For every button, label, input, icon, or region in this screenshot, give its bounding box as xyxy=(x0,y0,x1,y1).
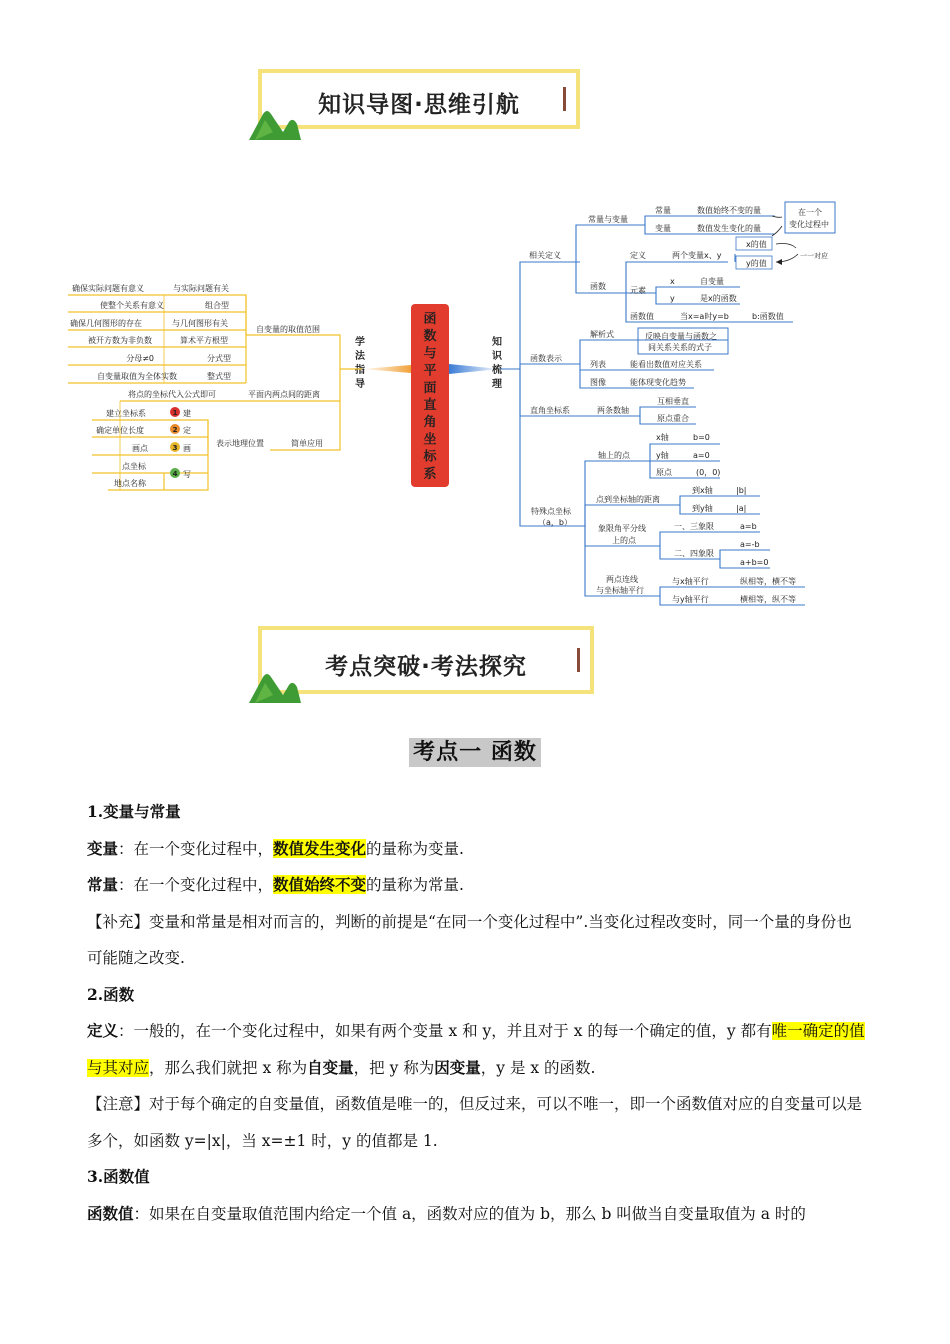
right-branch-char: 知 xyxy=(492,337,502,348)
heading-3: 3.函数值 xyxy=(87,1167,150,1186)
mm-text: a=b xyxy=(740,522,757,531)
mm-text: 与坐标轴平行 xyxy=(596,586,644,595)
mm-text: 纵相等，横不等 xyxy=(740,577,796,586)
mm-text: 能体现变化趋势 xyxy=(630,378,686,387)
mm-text: 算术平方根型 xyxy=(180,336,228,345)
heading-1: 1.变量与常量 xyxy=(87,802,181,821)
mm-text: 定 xyxy=(183,426,191,435)
mm-text: b:函数值 xyxy=(752,312,784,321)
mm-text: 写 xyxy=(183,470,191,479)
mm-text: 简单应用 xyxy=(291,439,323,448)
center-char: 面 xyxy=(423,380,437,396)
mm-text: 直角坐标系 xyxy=(530,406,570,415)
mm-text: 画点 xyxy=(132,444,148,453)
mm-text: 与实际问题有关 xyxy=(173,284,229,293)
right-branch-char: 梳 xyxy=(492,365,502,376)
left-branch-char: 法 xyxy=(355,351,365,362)
mm-text: 自变量 xyxy=(700,277,724,286)
supplement: 【补充】变量和常量是相对而言的，判断的前提是“在同一个变化过程中”.当变化过程改变时，同一个量的身份也可能随之改变. xyxy=(87,912,852,967)
mm-text: 自变量的取值范围 xyxy=(256,325,320,334)
mm-text: （a，b） xyxy=(538,518,572,527)
mm-text: x的值 xyxy=(746,240,767,249)
center-char: 标 xyxy=(423,449,437,465)
mm-text: 地点名称 xyxy=(114,479,146,488)
note: 【注意】对于每个确定的自变量值，函数值是唯一的，但反过来，可以不唯一，即一个函数值对应的自变量可以是多个，如函数 y=|x|，当 x=±1 时，y 的值都是 1. xyxy=(87,1095,863,1150)
mid-banner-title: 考点突破·考法探究 xyxy=(325,654,527,680)
center-char: 函 xyxy=(423,312,437,327)
hills-icon xyxy=(249,671,301,703)
mm-text: 建立坐标系 xyxy=(106,409,146,418)
mm-text: 确保几何图形的存在 xyxy=(70,319,142,328)
mm-text: 互相垂直 xyxy=(657,397,689,406)
mm-text: b=0 xyxy=(693,433,710,442)
mm-text: 变量 xyxy=(655,224,671,233)
mm-text: 画 xyxy=(183,444,191,453)
mm-text: 当x=a时y=b xyxy=(680,312,729,321)
mm-text: 使整个关系有意义 xyxy=(100,301,164,310)
mm-text: a=0 xyxy=(693,451,710,460)
banner-mark xyxy=(563,87,566,111)
mm-text: 相关定义 xyxy=(529,251,561,260)
center-char: 坐 xyxy=(423,432,437,448)
mm-text: 两条数轴 xyxy=(597,406,629,415)
mind-map xyxy=(60,198,850,610)
right-branch-char: 理 xyxy=(492,379,502,390)
step-number: 2 xyxy=(172,426,178,434)
mm-text: 将点的坐标代入公式即可 xyxy=(128,390,216,399)
mm-text: y轴 xyxy=(656,451,669,460)
mm-text: 元素 xyxy=(630,286,646,295)
mm-text: 被开方数为非负数 xyxy=(88,336,152,345)
mm-text: y xyxy=(670,294,675,303)
mm-text: |b| xyxy=(736,486,747,495)
mm-text: 变化过程中 xyxy=(789,220,829,229)
heading-2: 2.函数 xyxy=(87,984,135,1004)
mm-text: 两个变量x、y xyxy=(672,251,722,260)
mm-text: 组合型 xyxy=(205,301,229,310)
right-branch-char: 识 xyxy=(492,351,502,362)
function-value-def: 函数值：如果在自变量取值范围内给定一个值 a，函数对应的值为 b，那么 b 叫做当自变量取值为 a 时的 xyxy=(87,1203,806,1223)
mm-text: 与y轴平行 xyxy=(672,595,709,604)
mm-text: 平面内两点间的距离 xyxy=(248,390,320,399)
left-branch-char: 导 xyxy=(355,379,365,390)
mm-text: 在一个 xyxy=(798,208,822,217)
section-title-text: 考点一 函数 xyxy=(409,738,541,767)
mm-text: 到x轴 xyxy=(692,486,713,495)
center-char: 角 xyxy=(423,415,437,431)
mm-text: 常量 xyxy=(655,206,671,215)
mm-text: 一、三象限 xyxy=(674,522,714,531)
mm-text: 图像 xyxy=(590,378,606,387)
mm-text: 原点重合 xyxy=(657,414,689,423)
mm-text: 点坐标 xyxy=(122,462,146,471)
left-branch-char: 学 xyxy=(355,337,365,348)
mm-text: 反映自变量与函数之 xyxy=(645,332,717,341)
function-def: 定义：一般的，在一个变化过程中，如果有两个变量 x 和 y，并且对于 x 的每一个确定的值，y 都有唯一确定的值与其对应，那么我们就把 x 称为自变量，把 y 称为因变量，y 是 x 的函数. xyxy=(87,1021,865,1077)
mm-text: 一一对应 xyxy=(800,252,828,260)
mm-text: y的值 xyxy=(746,259,767,268)
mm-text: 分式型 xyxy=(207,354,231,363)
mm-text: 自变量取值为全体实数 xyxy=(97,372,177,381)
banner-mark xyxy=(577,648,580,672)
mm-text: 横相等，纵不等 xyxy=(740,595,796,604)
mid-banner xyxy=(258,626,594,694)
mm-text: 分母≠0 xyxy=(126,354,154,363)
hills-icon xyxy=(249,108,301,140)
section-title xyxy=(0,735,950,766)
step-number: 1 xyxy=(172,409,178,417)
center-char: 系 xyxy=(423,466,437,482)
step-number: 3 xyxy=(172,444,178,452)
mm-text: 能看出数值对应关系 xyxy=(630,360,702,369)
mm-text: 解析式 xyxy=(590,330,614,339)
mm-text: 建 xyxy=(183,409,191,418)
mm-text: 上的点 xyxy=(612,536,636,545)
top-banner-title: 知识导图·思维引航 xyxy=(318,92,520,118)
mm-text: 到y轴 xyxy=(692,504,713,513)
mm-text: 点到坐标轴的距离 xyxy=(596,495,660,504)
top-banner xyxy=(258,69,580,129)
center-char: 与 xyxy=(423,346,437,362)
content xyxy=(87,794,867,1232)
mm-text: x轴 xyxy=(656,433,669,442)
mm-text: 列表 xyxy=(590,360,606,369)
left-branch-char: 指 xyxy=(355,365,365,376)
mm-text: 两点连线 xyxy=(606,575,638,584)
mm-text: 确保实际问题有意义 xyxy=(72,284,144,293)
mm-text: 定义 xyxy=(630,251,646,260)
mm-text: a+b=0 xyxy=(740,558,769,567)
mm-text: 是x的函数 xyxy=(700,294,737,303)
mm-text: 常量与变量 xyxy=(588,215,628,224)
mm-text: 特殊点坐标 xyxy=(531,507,571,516)
mm-text: 轴上的点 xyxy=(598,451,630,460)
mm-text: 数值始终不变的量 xyxy=(697,206,761,215)
variable-def: 变量：在一个变化过程中，数值发生变化的量称为变量. xyxy=(87,838,464,858)
mm-text: 象限角平分线 xyxy=(598,524,646,533)
mm-text: 整式型 xyxy=(207,372,231,381)
mm-text: 与x轴平行 xyxy=(672,577,709,586)
constant-def: 常量：在一个变化过程中，数值始终不变的量称为常量. xyxy=(87,875,464,894)
mm-text: 表示地理位置 xyxy=(216,439,264,448)
mm-text: 与几何图形有关 xyxy=(172,319,228,328)
mm-text: 函数值 xyxy=(630,312,654,321)
mm-text: 原点 xyxy=(656,468,672,477)
mm-text: 函数表示 xyxy=(530,354,562,363)
mm-text: a=-b xyxy=(740,540,760,549)
mm-text: 确定单位长度 xyxy=(96,426,144,435)
mm-text: 二、四象限 xyxy=(674,549,714,558)
center-char: 直 xyxy=(423,398,437,413)
mm-text: 间关系关系的式子 xyxy=(648,343,712,352)
mm-text: 数值发生变化的量 xyxy=(697,224,761,233)
center-char: 数 xyxy=(423,329,437,345)
center-char: 平 xyxy=(423,363,437,379)
mm-text: |a| xyxy=(736,504,747,513)
mm-text: x xyxy=(670,277,675,286)
mm-text: 函数 xyxy=(590,282,606,291)
mm-text: (0，0) xyxy=(696,468,721,477)
step-number: 4 xyxy=(172,470,178,478)
